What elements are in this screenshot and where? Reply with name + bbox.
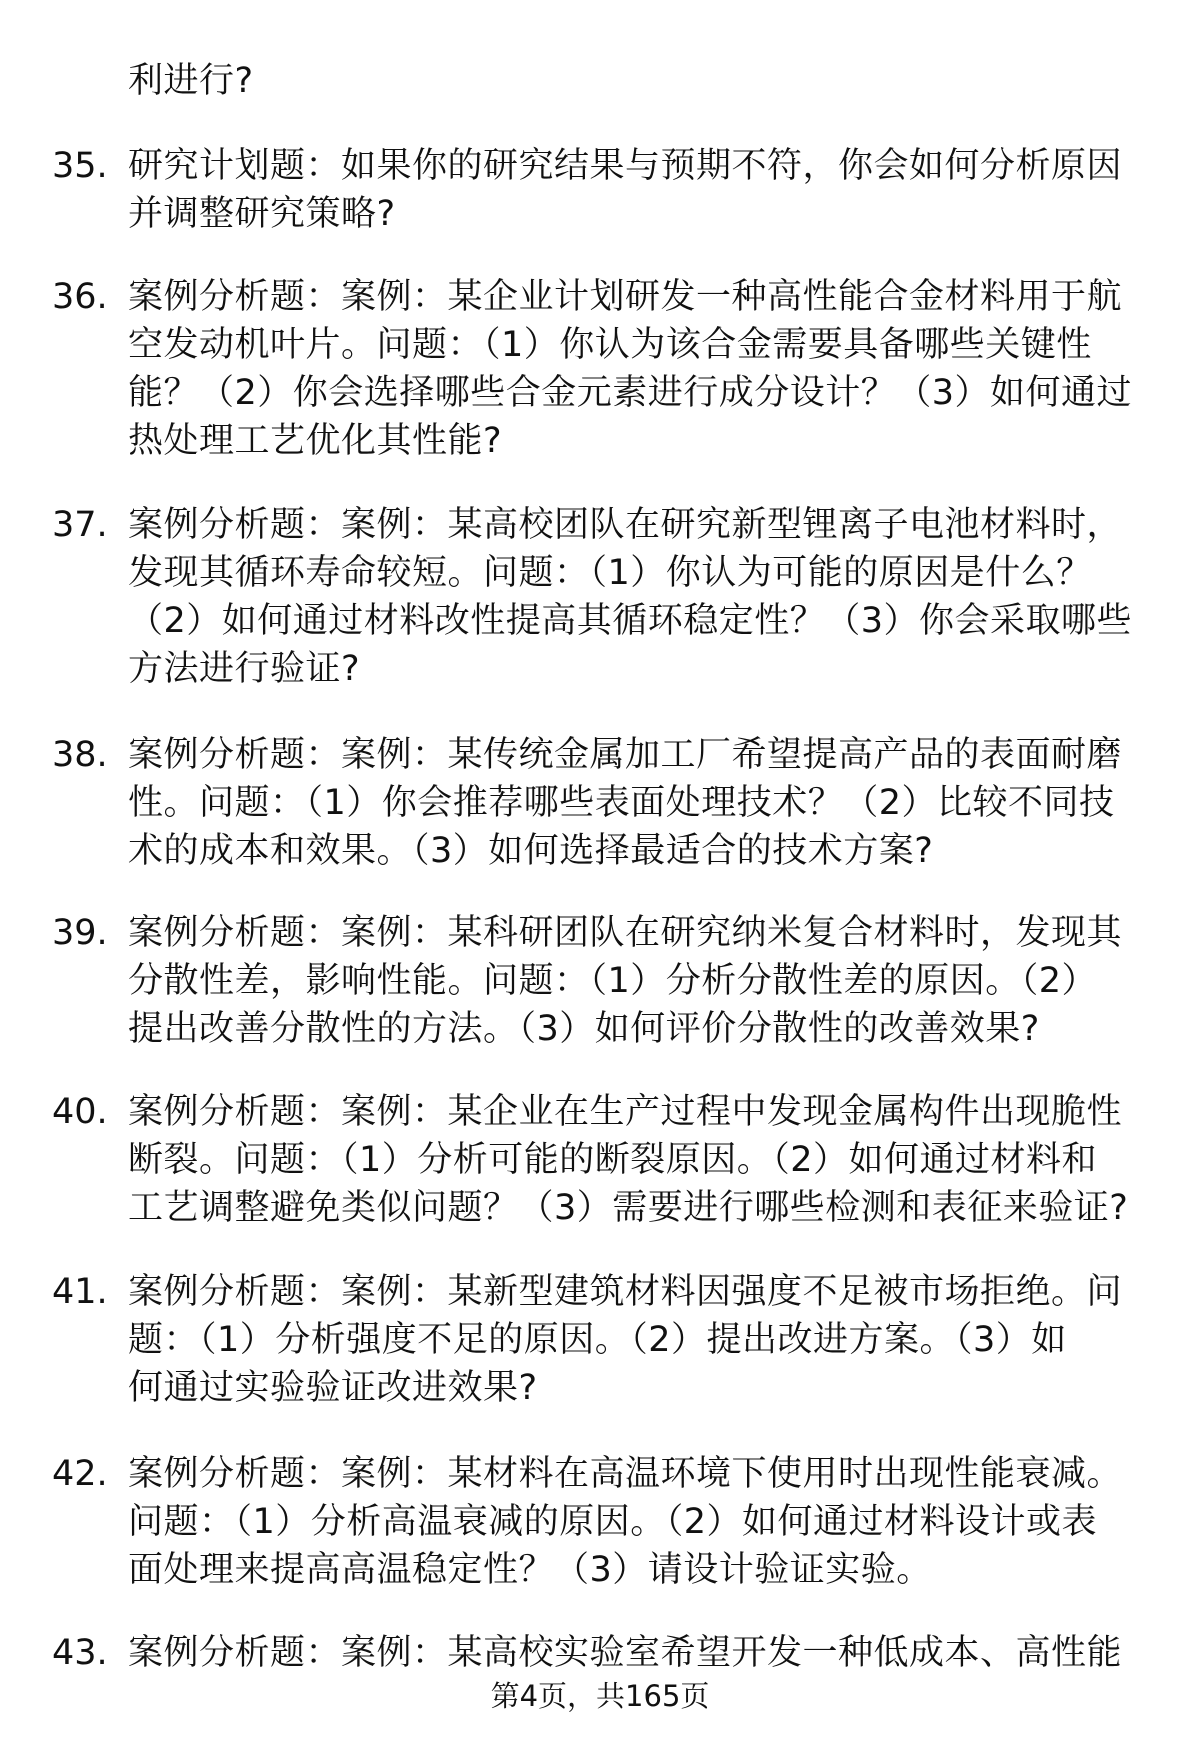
question-text-line: 案例分析题：案例：某企业计划研发一种高性能合金材料用于航 [128, 277, 1123, 317]
question-text-line: 案例分析题：案例：某企业在生产过程中发现金属构件出现脆性 [128, 1092, 1123, 1132]
question-text-line: 案例分析题：案例：某新型建筑材料因强度不足被市场拒绝。问 [128, 1272, 1123, 1312]
question-number: 39. [52, 913, 108, 953]
question-text-line: 分散性差，影响性能。问题：（1）分析分散性差的原因。（2） [128, 961, 1098, 1001]
question-text-line: 工艺调整避免类似问题？（3）需要进行哪些检测和表征来验证? [128, 1188, 1129, 1228]
question-text-line: 性。问题：（1）你会推荐哪些表面处理技术？（2）比较不同技 [128, 783, 1115, 823]
question-text-line: 热处理工艺优化其性能? [128, 421, 503, 461]
question-text-line: 并调整研究策略? [128, 194, 396, 234]
question-text-line: 案例分析题：案例：某科研团队在研究纳米复合材料时，发现其 [128, 913, 1123, 953]
question-text-line: 术的成本和效果。（3）如何选择最适合的技术方案? [128, 831, 934, 871]
question-text-line: 案例分析题：案例：某高校实验室希望开发一种低成本、高性能 [128, 1633, 1123, 1673]
question-number: 36. [52, 277, 108, 317]
question-text-line: 断裂。问题：（1）分析可能的断裂原因。（2）如何通过材料和 [128, 1140, 1098, 1180]
question-number: 41. [52, 1272, 108, 1312]
page-footer: 第4页，共165页 [490, 1679, 710, 1713]
question-text-line: 案例分析题：案例：某材料在高温环境下使用时出现性能衰减。 [128, 1454, 1123, 1494]
question-text-line: 发现其循环寿命较短。问题：（1）你认为可能的原因是什么？ [128, 553, 1092, 593]
question-number: 38. [52, 735, 108, 775]
question-text-line: 案例分析题：案例：某高校团队在研究新型锂离子电池材料时， [128, 505, 1123, 545]
question-text-line: 面处理来提高高温稳定性？（3）请设计验证实验。 [128, 1550, 932, 1590]
question-text-line: 案例分析题：案例：某传统金属加工厂希望提高产品的表面耐磨 [128, 735, 1123, 775]
question-text-line: （2）如何通过材料改性提高其循环稳定性？（3）你会采取哪些 [128, 601, 1133, 641]
question-text-line: 研究计划题：如果你的研究结果与预期不符，你会如何分析原因 [128, 146, 1123, 186]
question-text-line: 何通过实验验证改进效果? [128, 1368, 538, 1408]
question-number: 37. [52, 505, 108, 545]
question-number: 40. [52, 1092, 108, 1132]
question-number: 43. [52, 1633, 108, 1673]
question-text-line: 能？（2）你会选择哪些合金元素进行成分设计？（3）如何通过 [128, 373, 1133, 413]
question-number: 42. [52, 1454, 108, 1494]
question-number: 35. [52, 146, 108, 186]
question-text-line: 提出改善分散性的方法。（3）如何评价分散性的改善效果? [128, 1009, 1040, 1049]
question-text-line: 方法进行验证? [128, 649, 361, 689]
question-text-line: 空发动机叶片。问题：（1）你认为该合金需要具备哪些关键性 [128, 325, 1092, 365]
question-text-line: 题：（1）分析强度不足的原因。（2）提出改进方案。（3）如 [128, 1320, 1067, 1360]
question-text-line: 问题：（1）分析高温衰减的原因。（2）如何通过材料设计或表 [128, 1502, 1098, 1542]
question-text-line: 利进行? [128, 61, 254, 101]
